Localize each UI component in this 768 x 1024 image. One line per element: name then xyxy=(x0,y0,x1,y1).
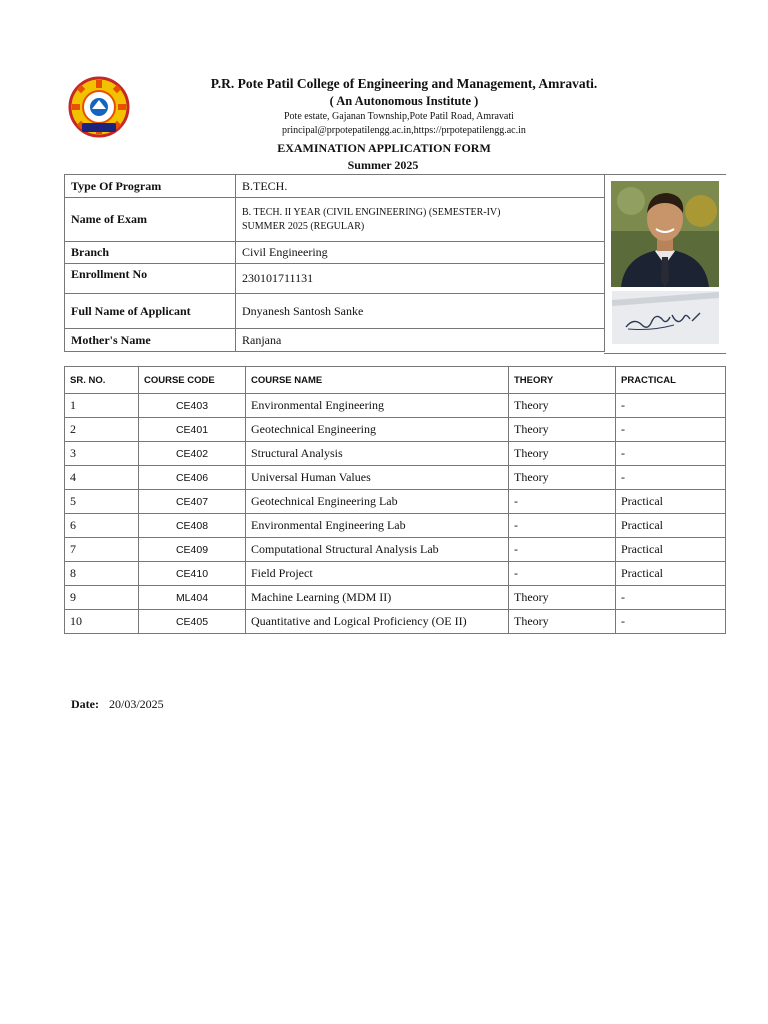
date-row xyxy=(71,697,164,712)
course-table xyxy=(64,366,726,634)
enrollment-value: 230101711131 xyxy=(236,264,605,294)
applicant-info-table xyxy=(64,174,605,352)
header-sr-no: SR. NO. xyxy=(65,367,139,394)
table-row xyxy=(65,610,726,634)
cell-sr-no: 5 xyxy=(65,490,139,514)
header-practical: PRACTICAL xyxy=(616,367,726,394)
cell-course-name: Machine Learning (MDM II) xyxy=(246,586,509,610)
cell-sr-no: 1 xyxy=(65,394,139,418)
table-row xyxy=(65,538,726,562)
enrollment-label: Enrollment No xyxy=(65,264,236,294)
exam-name-value xyxy=(236,198,605,242)
cell-practical: - xyxy=(616,394,726,418)
cell-practical: - xyxy=(616,586,726,610)
cell-course-name: Structural Analysis xyxy=(246,442,509,466)
cell-course-code: CE402 xyxy=(139,442,246,466)
cell-course-name: Quantitative and Logical Proficiency (OE II) xyxy=(246,610,509,634)
header-course-name: COURSE NAME xyxy=(246,367,509,394)
cell-theory: Theory xyxy=(509,418,616,442)
cell-practical: Practical xyxy=(616,538,726,562)
header-course-code: COURSE CODE xyxy=(139,367,246,394)
cell-course-code: CE406 xyxy=(139,466,246,490)
header-theory: THEORY xyxy=(509,367,616,394)
table-row xyxy=(65,514,726,538)
table-row xyxy=(65,394,726,418)
type-of-program-value: B.TECH. xyxy=(236,175,605,198)
cell-course-code: CE401 xyxy=(139,418,246,442)
cell-sr-no: 4 xyxy=(65,466,139,490)
cell-sr-no: 3 xyxy=(65,442,139,466)
cell-practical: Practical xyxy=(616,490,726,514)
cell-course-name: Universal Human Values xyxy=(246,466,509,490)
form-title: EXAMINATION APPLICATION FORM xyxy=(277,141,491,155)
mother-name-label: Mother's Name xyxy=(65,329,236,352)
cell-theory: Theory xyxy=(509,394,616,418)
exam-name-line1: B. TECH. II YEAR (CIVIL ENGINEERING) (SEMESTER-IV) xyxy=(242,206,501,218)
type-of-program-label: Type Of Program xyxy=(65,175,236,198)
cell-theory: - xyxy=(509,490,616,514)
cell-course-code: CE410 xyxy=(139,562,246,586)
exam-session: Summer 2025 xyxy=(347,158,419,172)
date-value: 20/03/2025 xyxy=(108,697,164,711)
info-row-enrollment xyxy=(65,264,605,294)
table-row xyxy=(65,418,726,442)
cell-sr-no: 6 xyxy=(65,514,139,538)
info-row-program xyxy=(65,175,605,198)
cell-course-code: CE403 xyxy=(139,394,246,418)
cell-sr-no: 7 xyxy=(65,538,139,562)
branch-label: Branch xyxy=(65,242,236,264)
table-row xyxy=(65,466,726,490)
cell-theory: - xyxy=(509,514,616,538)
cell-sr-no: 10 xyxy=(65,610,139,634)
cell-theory: Theory xyxy=(509,610,616,634)
cell-practical: Practical xyxy=(616,514,726,538)
applicant-name-label: Full Name of Applicant xyxy=(65,294,236,329)
cell-theory: - xyxy=(509,538,616,562)
branch-value: Civil Engineering xyxy=(236,242,605,264)
cell-course-code: ML404 xyxy=(139,586,246,610)
cell-practical: Practical xyxy=(616,562,726,586)
info-row-mother xyxy=(65,329,605,352)
college-address: Pote estate, Gajanan Township,Pote Patil Road, Amravati xyxy=(284,111,514,122)
college-contact: principal@prpotepatilengg.ac.in,https://prpotepatilengg.ac.in xyxy=(282,125,526,136)
cell-course-code: CE405 xyxy=(139,610,246,634)
applicant-photo xyxy=(611,181,719,287)
info-row-name xyxy=(65,294,605,329)
cell-theory: Theory xyxy=(509,466,616,490)
cell-course-name: Environmental Engineering Lab xyxy=(246,514,509,538)
cell-sr-no: 2 xyxy=(65,418,139,442)
exam-name-label: Name of Exam xyxy=(65,198,236,242)
table-row xyxy=(65,442,726,466)
cell-course-name: Environmental Engineering xyxy=(246,394,509,418)
cell-theory: - xyxy=(509,562,616,586)
mother-name-value: Ranjana xyxy=(236,329,605,352)
table-row xyxy=(65,490,726,514)
course-table-header xyxy=(65,367,726,394)
table-row xyxy=(65,562,726,586)
table-row xyxy=(65,586,726,610)
cell-course-name: Geotechnical Engineering xyxy=(246,418,509,442)
cell-practical: - xyxy=(616,418,726,442)
cell-sr-no: 9 xyxy=(65,586,139,610)
cell-course-name: Computational Structural Analysis Lab xyxy=(246,538,509,562)
cell-course-code: CE408 xyxy=(139,514,246,538)
cell-practical: - xyxy=(616,466,726,490)
cell-course-code: CE409 xyxy=(139,538,246,562)
cell-course-code: CE407 xyxy=(139,490,246,514)
cell-theory: Theory xyxy=(509,586,616,610)
college-name: P.R. Pote Patil College of Engineering and Management, Amravati. xyxy=(210,76,598,91)
date-label: Date: xyxy=(71,697,99,711)
cell-theory: Theory xyxy=(509,442,616,466)
cell-sr-no: 8 xyxy=(65,562,139,586)
applicant-signature xyxy=(612,291,719,344)
exam-name-line2: SUMMER 2025 (REGULAR) xyxy=(242,220,365,232)
info-row-branch xyxy=(65,242,605,264)
info-row-exam xyxy=(65,198,605,242)
cell-practical: - xyxy=(616,610,726,634)
institute-status: ( An Autonomous Institute ) xyxy=(329,94,479,108)
cell-practical: - xyxy=(616,442,726,466)
cell-course-name: Geotechnical Engineering Lab xyxy=(246,490,509,514)
applicant-name-value: Dnyanesh Santosh Sanke xyxy=(236,294,605,329)
cell-course-name: Field Project xyxy=(246,562,509,586)
